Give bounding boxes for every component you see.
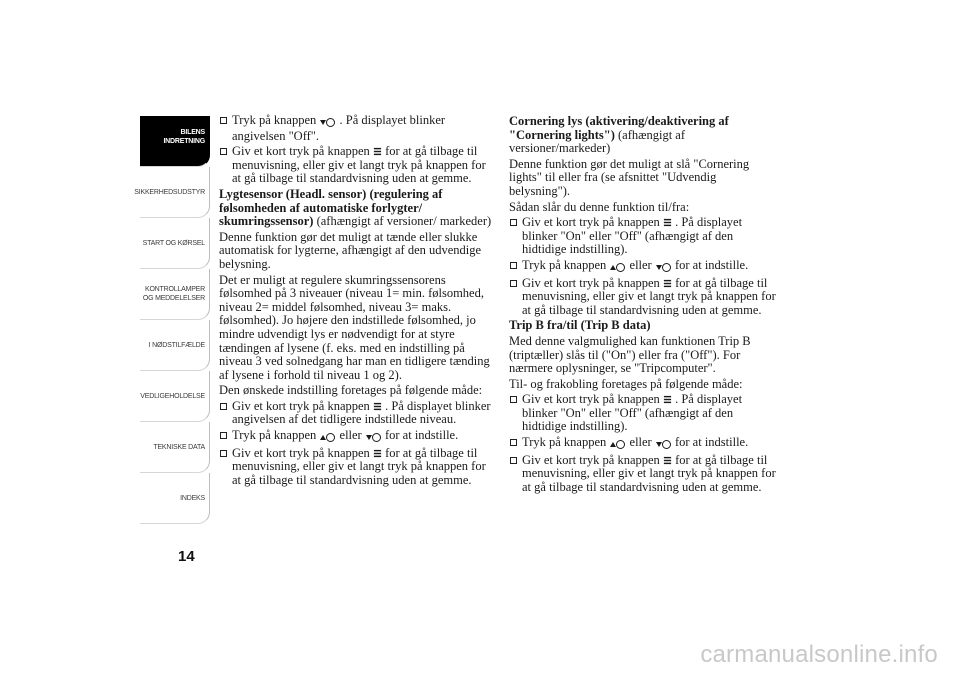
- section-heading: Lygtesensor (Headl. sensor) (regulering af følsomheden af automatiske forlygter/ skumringssensor) (afhængigt af versioner/ markeder): [219, 186, 492, 229]
- right-column: [509, 114, 779, 496]
- menu-button-icon: [373, 147, 382, 156]
- chapter-tabs: [134, 116, 210, 524]
- menu-button-icon: [373, 402, 382, 411]
- section-heading: Cornering lys (aktivering/deaktivering af "Cornering lights") (afhængigt af versioner/markeder): [509, 114, 729, 156]
- menu-button-icon: [373, 449, 382, 458]
- up-button-icon: [610, 438, 625, 452]
- menu-button-icon: [663, 279, 672, 288]
- tab-indeks[interactable]: INDEKS: [140, 473, 210, 524]
- paragraph: Sådan slår du denne funktion til/fra:: [509, 199, 690, 214]
- paragraph: Den ønskede indstilling foretages på følgende måde:: [219, 383, 483, 398]
- up-button-icon: [320, 431, 335, 445]
- watermark: carmanualsonline.info: [700, 641, 938, 668]
- list-item: Tryk på knappen eller for at indstille.: [509, 259, 779, 275]
- list-item: Giv et kort tryk på knappen . På displayet blinker angivelsen af det tidligere indstillede niveau.: [219, 400, 497, 427]
- list-item: Tryk på knappen eller for at indstille.: [509, 436, 779, 452]
- list-item: Tryk på knappen . På displayet blinker angivelsen "Off".: [219, 114, 497, 143]
- tab-start-og-korsel[interactable]: START OG KØRSEL: [140, 218, 210, 269]
- list-item: Giv et kort tryk på knappen for at gå tilbage til menuvisning, eller giv et langt tryk på knappen for at gå tilbage til standardvisning uden at gemme.: [219, 447, 497, 488]
- tab-kontrollamper[interactable]: KONTROLLAMPER OG MEDDELELSER: [140, 269, 210, 320]
- tab-i-nodstilfaelde[interactable]: I NØDSTILFÆLDE: [140, 320, 210, 371]
- down-button-icon: [320, 116, 335, 130]
- menu-button-icon: [663, 395, 672, 404]
- paragraph: Denne funktion gør det muligt at slå "Cornering lights" til eller fra (se afsnittet "Udvendig belysning").: [509, 156, 750, 198]
- paragraph: Til- og frakobling foretages på følgende måde:: [509, 376, 743, 391]
- paragraph: Denne funktion gør det muligt at tænde eller slukke automatisk for lygterne, afhængigt af den udvendige belysning.: [219, 229, 482, 271]
- list-item: Giv et kort tryk på knappen . På displayet blinker "On" eller "Off" (afhængigt af den hidtidige indstilling).: [509, 393, 779, 434]
- down-button-icon: [656, 261, 671, 275]
- menu-button-icon: [663, 218, 672, 227]
- list-item: Giv et kort tryk på knappen . På displayet blinker "On" eller "Off" (afhængigt af den hidtidige indstilling).: [509, 216, 779, 257]
- tab-sikkerhedsudstyr[interactable]: SIKKERHEDSUDSTYR: [140, 167, 210, 218]
- menu-button-icon: [663, 456, 672, 465]
- list-item: Tryk på knappen eller for at indstille.: [219, 429, 497, 445]
- tab-tekniske-data[interactable]: TEKNISKE DATA: [140, 422, 210, 473]
- section-heading: Trip B fra/til (Trip B data): [509, 318, 651, 333]
- up-button-icon: [610, 261, 625, 275]
- down-button-icon: [656, 438, 671, 452]
- list-item: Giv et kort tryk på knappen for at gå tilbage til menuvisning, eller giv et langt tryk på knappen for at gå tilbage til standardvisning uden at gemme.: [509, 454, 779, 495]
- page-number: 14: [178, 548, 195, 565]
- tab-vedligeholdelse[interactable]: VEDLIGEHOLDELSE: [140, 371, 210, 422]
- list-item: Giv et kort tryk på knappen for at gå tilbage til menuvisning, eller giv et langt tryk på knappen for at gå tilbage til standardvisning uden at gemme.: [219, 145, 497, 186]
- list-item: Giv et kort tryk på knappen for at gå tilbage til menuvisning, eller giv et langt tryk på knappen for at gå tilbage til standardvisning uden at gemme.: [509, 277, 779, 318]
- tab-bilens-indretning[interactable]: BILENS INDRETNING: [140, 116, 210, 167]
- paragraph: Det er muligt at regulere skumringssensorens følsomhed på 3 niveauer (niveau 1= min. følsomhed, niveau 2= middel følsomhed, niveau 3= maks. følsomhed). Jo højere den indstillede følsomhed, jo mindre udvendigt lys er nødvendigt for at styre tændingen af lysene (f. eks. med en indstilling på niveau 3 ved solnedgang har man en tidligere tænding af lysene i forhold til niveau 1 og 2).: [219, 272, 490, 382]
- left-column: [219, 114, 497, 489]
- down-button-icon: [366, 431, 381, 445]
- paragraph: Med denne valgmulighed kan funktionen Trip B (triptæller) slås til ("On") eller fra ("Off"). For nærmere oplysninger, se "Tripcomputer".: [509, 333, 751, 376]
